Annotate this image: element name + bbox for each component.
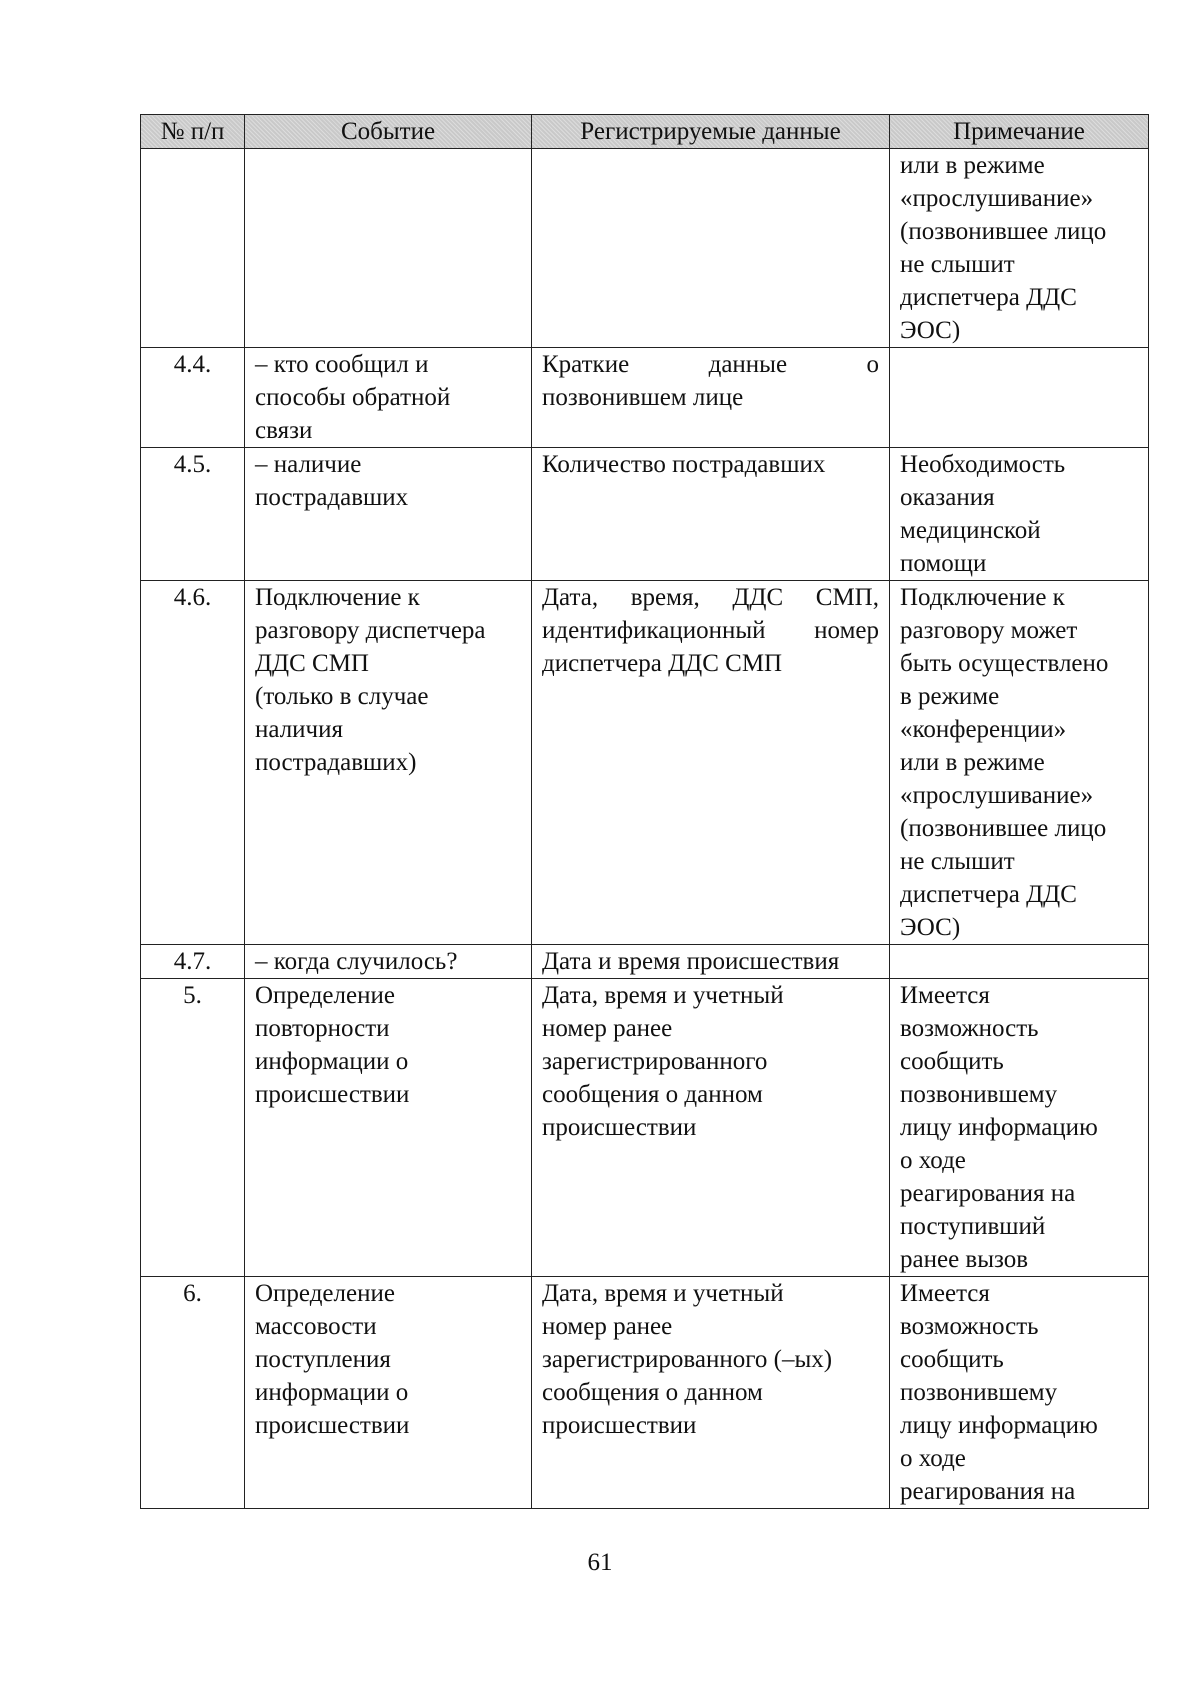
note-cell <box>890 149 1149 348</box>
row-number: 4.4. <box>141 348 245 448</box>
row-number: 5. <box>141 979 245 1277</box>
row-number: 6. <box>141 1277 245 1509</box>
table-row <box>141 1277 1149 1509</box>
cell-line: повторности <box>255 1015 390 1042</box>
cell-line: не слышит <box>900 251 1015 278</box>
row-number: 4.5. <box>141 448 245 581</box>
cell-line: происшествии <box>255 1081 410 1108</box>
cell-line: Количество пострадавших <box>542 451 826 478</box>
cell-line: диспетчера ДДС <box>900 881 1077 908</box>
cell-line: – наличие <box>255 451 362 478</box>
table-header <box>141 115 1149 149</box>
cell-line: сообщить <box>900 1048 1004 1075</box>
cell-line: связи <box>255 417 313 444</box>
cell-line: сообщения о данном <box>542 1379 763 1406</box>
cell-line: наличия <box>255 716 344 743</box>
cell-line: Имеется <box>900 1280 990 1307</box>
cell-line: лицу информацию <box>900 1412 1098 1439</box>
cell-line: (только в случае <box>255 683 429 710</box>
note-cell <box>890 1277 1149 1509</box>
row-number <box>141 149 245 348</box>
note-cell <box>890 979 1149 1277</box>
cell-line: помощи <box>900 550 987 577</box>
event-cell <box>245 149 532 348</box>
cell-line: «прослушивание» <box>900 185 1094 212</box>
cell-line: способы обратной <box>255 384 451 411</box>
note-cell <box>890 945 1149 979</box>
cell-line: зарегистрированного <box>542 1048 768 1075</box>
cell-line: быть осуществлено <box>900 650 1109 677</box>
cell-line: поступления <box>255 1346 391 1373</box>
cell-line: «конференции» <box>900 716 1067 743</box>
cell-line: в режиме <box>900 683 1000 710</box>
event-cell <box>245 1277 532 1509</box>
cell-line: оказания <box>900 484 995 511</box>
event-cell <box>245 979 532 1277</box>
cell-line: не слышит <box>900 848 1015 875</box>
cell-line: ранее вызов <box>900 1246 1029 1273</box>
cell-line: номер ранее <box>542 1313 673 1340</box>
table-row <box>141 945 1149 979</box>
note-cell <box>890 581 1149 945</box>
cell-line: информации о <box>255 1048 409 1075</box>
cell-line: номер ранее <box>542 1015 673 1042</box>
cell-line: поступивший <box>900 1213 1046 1240</box>
cell-line: ДДС СМП <box>255 650 369 677</box>
cell-line: пострадавших <box>255 484 409 511</box>
header-row <box>141 115 1149 149</box>
cell-line: Дата и время происшествия <box>542 948 840 975</box>
cell-line: сообщить <box>900 1346 1004 1373</box>
cell-line: позвонившему <box>900 1081 1058 1108</box>
cell-line: позвонившем лице <box>542 384 744 411</box>
cell-line: реагирования на <box>900 1478 1076 1505</box>
cell-line: происшествии <box>255 1412 410 1439</box>
cell-line: Необходимость <box>900 451 1066 478</box>
header-number: № п/п <box>141 115 245 149</box>
cell-line: Подключение к <box>255 584 420 611</box>
cell-line: происшествии <box>542 1412 697 1439</box>
row-number: 4.7. <box>141 945 245 979</box>
cell-line: лицу информацию <box>900 1114 1098 1141</box>
table-row <box>141 448 1149 581</box>
cell-line: (позвонившее лицо <box>900 815 1107 842</box>
cell-line: диспетчера ДДС СМП <box>542 650 783 677</box>
cell-line: Дата, время, ДДС СМП, <box>542 584 879 611</box>
table-row <box>141 979 1149 1277</box>
cell-line: – когда случилось? <box>255 948 458 975</box>
cell-line: «прослушивание» <box>900 782 1094 809</box>
cell-line: сообщения о данном <box>542 1081 763 1108</box>
cell-line: зарегистрированного (–ых) <box>542 1346 833 1373</box>
cell-line: или в режиме <box>900 749 1045 776</box>
cell-line: происшествии <box>542 1114 697 1141</box>
cell-line: идентификационный номер <box>542 617 879 644</box>
cell-line: диспетчера ДДС <box>900 284 1077 311</box>
cell-line: о ходе <box>900 1445 966 1472</box>
table-row <box>141 348 1149 448</box>
event-cell <box>245 945 532 979</box>
cell-line: ЭОС) <box>900 914 961 941</box>
row-number: 4.6. <box>141 581 245 945</box>
cell-line: Определение <box>255 982 395 1009</box>
cell-line: Определение <box>255 1280 395 1307</box>
cell-line: разговору может <box>900 617 1078 644</box>
registered-data-cell <box>532 448 890 581</box>
cell-line: возможность <box>900 1015 1039 1042</box>
registered-data-cell <box>532 945 890 979</box>
cell-line: позвонившему <box>900 1379 1058 1406</box>
header-registered-data: Регистрируемые данные <box>532 115 890 149</box>
page-number: 61 <box>587 1549 613 1576</box>
registered-data-cell <box>532 1277 890 1509</box>
cell-line: Имеется <box>900 982 990 1009</box>
table-row <box>141 581 1149 945</box>
registered-data-cell <box>532 149 890 348</box>
events-table <box>140 114 1149 1509</box>
cell-line: Подключение к <box>900 584 1065 611</box>
header-event: Событие <box>245 115 532 149</box>
cell-line: или в режиме <box>900 152 1045 179</box>
table-body <box>141 149 1149 1509</box>
table-row <box>141 149 1149 348</box>
event-cell <box>245 348 532 448</box>
cell-line: Дата, время и учетный <box>542 982 784 1009</box>
event-cell <box>245 581 532 945</box>
cell-line: – кто сообщил и <box>255 351 429 378</box>
cell-line: о ходе <box>900 1147 966 1174</box>
event-cell <box>245 448 532 581</box>
note-cell <box>890 348 1149 448</box>
registered-data-cell <box>532 979 890 1277</box>
cell-line: медицинской <box>900 517 1041 544</box>
cell-line: возможность <box>900 1313 1039 1340</box>
registered-data-cell <box>532 348 890 448</box>
cell-line: массовости <box>255 1313 377 1340</box>
cell-line: Краткие данные о <box>542 351 879 378</box>
cell-line: пострадавших) <box>255 749 417 776</box>
cell-line: ЭОС) <box>900 317 961 344</box>
cell-line: реагирования на <box>900 1180 1076 1207</box>
cell-line: (позвонившее лицо <box>900 218 1107 245</box>
cell-line: Дата, время и учетный <box>542 1280 784 1307</box>
note-cell <box>890 448 1149 581</box>
registered-data-cell <box>532 581 890 945</box>
header-note: Примечание <box>890 115 1149 149</box>
cell-line: информации о <box>255 1379 409 1406</box>
cell-line: разговору диспетчера <box>255 617 486 644</box>
